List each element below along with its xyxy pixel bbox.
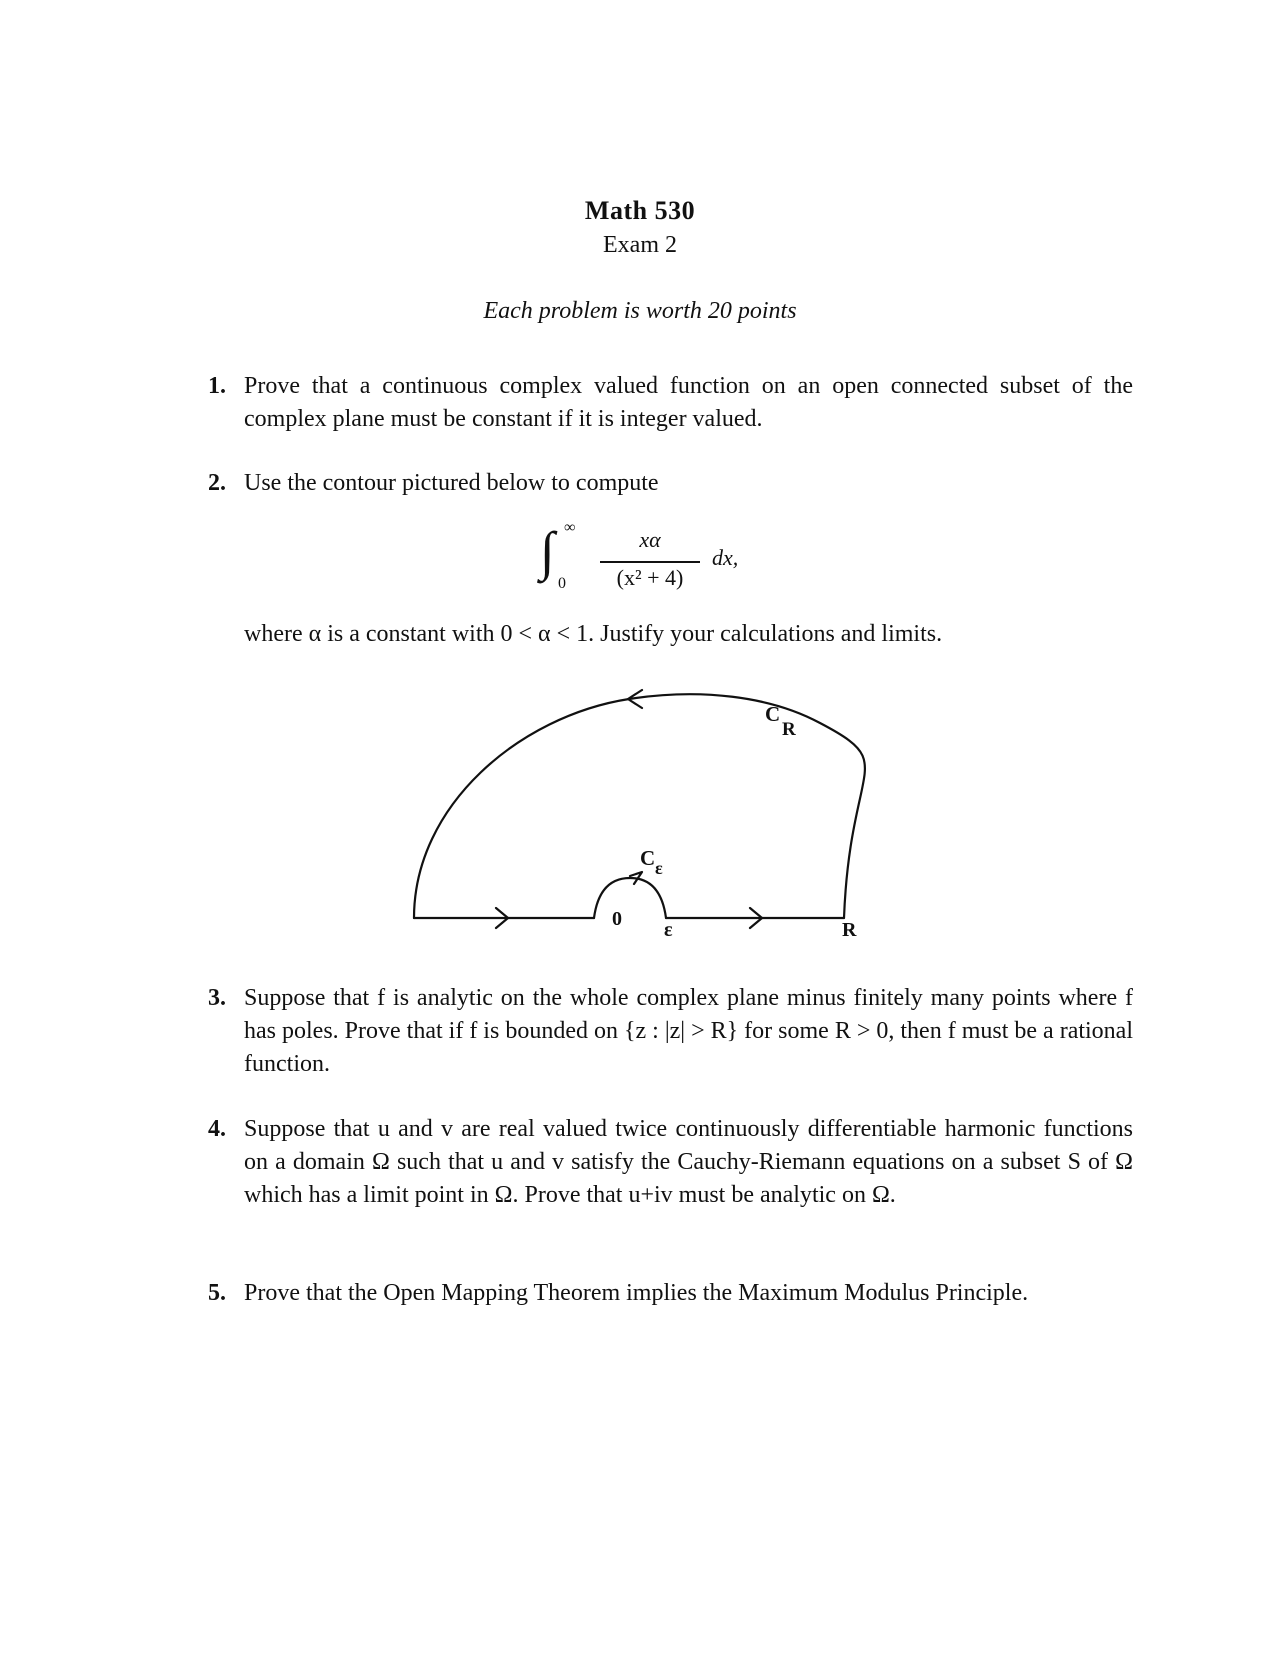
problem-2-condition: where α is a constant with 0 < α < 1. Justify your calculations and limits. bbox=[244, 621, 943, 647]
problem-number: 2. bbox=[208, 470, 226, 496]
label-c-r: C bbox=[765, 702, 781, 726]
label-c-r-subscript: R bbox=[782, 719, 796, 740]
arrow-top-arc bbox=[628, 690, 642, 708]
problem-text: Suppose that u and v are real valued twice continuously differentiable harmonic functions on a domain Ω such that u and v satisfy the Cauchy-Riemann equations on a subset S of Ω which has a limit point in Ω. Prove that u+iv must be analytic on Ω. bbox=[244, 1116, 1133, 1208]
problem-2 bbox=[208, 467, 1133, 500]
integral-numerator: xα bbox=[639, 527, 661, 552]
problem-number: 1. bbox=[208, 373, 226, 399]
integral-differential: dx, bbox=[712, 545, 739, 570]
big-arc-path bbox=[414, 694, 865, 918]
arrow-right-segment bbox=[750, 908, 762, 928]
label-c-epsilon-subscript: ε bbox=[655, 858, 663, 878]
problem-number: 3. bbox=[208, 985, 226, 1011]
problem-5 bbox=[208, 1277, 1133, 1310]
problem-number: 4. bbox=[208, 1116, 226, 1142]
points-note: Each problem is worth 20 points bbox=[483, 298, 797, 324]
problem-1 bbox=[208, 370, 1133, 436]
label-epsilon: ε bbox=[664, 919, 673, 941]
label-c-epsilon: C bbox=[640, 846, 656, 870]
integral-lower-limit: 0 bbox=[558, 575, 566, 592]
problem-text: Use the contour pictured below to compute bbox=[244, 470, 659, 496]
problem-4 bbox=[208, 1113, 1133, 1212]
problem-3 bbox=[208, 982, 1133, 1081]
fraction-bar bbox=[600, 561, 700, 563]
integral-sign: ∫ bbox=[540, 521, 555, 581]
integral-upper-limit: ∞ bbox=[564, 519, 576, 536]
integral-expression bbox=[540, 519, 760, 600]
problem-text: Suppose that f is analytic on the whole complex plane minus finitely many points where f has poles. Prove that if f is bounded on {z : |z| > R} for some R > 0, then f must be a rational function. bbox=[244, 985, 1133, 1077]
arrow-left-segment bbox=[496, 908, 508, 928]
course-title: Math 530 bbox=[584, 196, 696, 225]
problem-number: 5. bbox=[208, 1280, 226, 1306]
integral-denominator: (x² + 4) bbox=[616, 565, 684, 590]
exam-title: Exam 2 bbox=[603, 232, 677, 258]
problem-text: Prove that a continuous complex valued function on an open connected subset of the complex plane must be constant if it is integer valued. bbox=[244, 373, 1133, 432]
label-origin: 0 bbox=[612, 908, 622, 930]
problem-text: Prove that the Open Mapping Theorem implies the Maximum Modulus Principle. bbox=[244, 1280, 1029, 1306]
small-arc-path bbox=[594, 878, 666, 918]
arrow-small-arc bbox=[630, 872, 642, 884]
label-r: R bbox=[842, 919, 857, 941]
